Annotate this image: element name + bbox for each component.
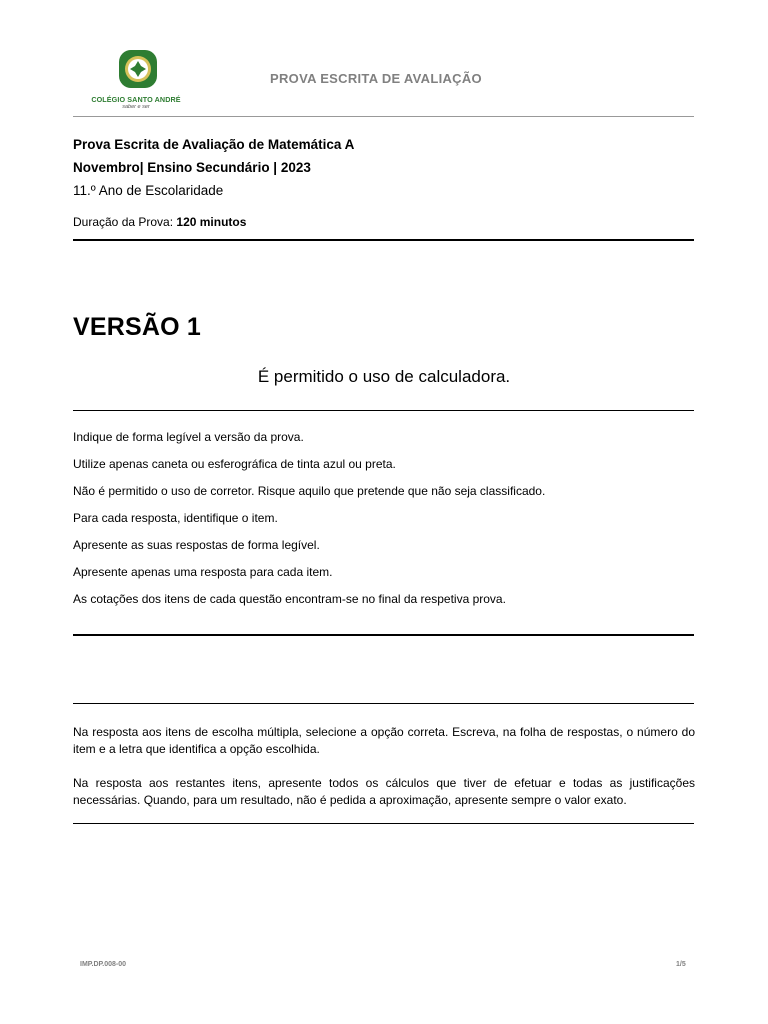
- notes-bottom-divider: [73, 823, 694, 824]
- form-code: IMP.DP.008-00: [80, 961, 127, 968]
- instructions-bottom-divider: [73, 634, 694, 636]
- answer-note: Na resposta aos restantes itens, apresente todos os cálculos que tiver de efetuar e todas as justificações necessárias. Quando, para um resultado, não é pedida a aproximação, apresente sempre o valor exato.: [73, 776, 695, 807]
- instruction-item: Não é permitido o uso de corretor. Risque aquilo que pretende que não seja classificado.: [73, 484, 546, 498]
- instruction-item: Utilize apenas caneta ou esferográfica de tinta azul ou preta.: [73, 457, 396, 471]
- version-heading: VERSÃO 1: [73, 313, 202, 341]
- exam-duration: [73, 215, 246, 229]
- logo-motto: saber e ser: [122, 104, 150, 110]
- instruction-item: Indique de forma legível a versão da prova.: [73, 430, 304, 444]
- school-logo: [80, 48, 192, 112]
- instruction-item: As cotações dos itens de cada questão encontram-se no final da respetiva prova.: [73, 592, 506, 606]
- header-title: PROVA ESCRITA DE AVALIAÇÃO: [270, 71, 482, 86]
- exam-title: Prova Escrita de Avaliação de Matemática A: [73, 137, 355, 152]
- exam-session: Novembro| Ensino Secundário | 2023: [73, 160, 311, 175]
- school-year: 11.º Ano de Escolaridade: [73, 183, 224, 198]
- notes-top-divider: [73, 703, 694, 704]
- info-divider: [73, 239, 694, 241]
- instruction-item: Apresente as suas respostas de forma legível.: [73, 538, 320, 552]
- duration-value: 120 minutos: [176, 215, 247, 229]
- school-emblem-icon: [118, 49, 158, 89]
- page-number: 1/5: [676, 961, 686, 968]
- answer-note: Na resposta aos itens de escolha múltipla, selecione a opção correta. Escreva, na folha de respostas, o número do item e a letra que identifica a opção escolhida.: [73, 725, 695, 756]
- instructions-top-divider: [73, 410, 694, 411]
- logo-name: COLÉGIO SANTO ANDRÉ: [91, 95, 181, 104]
- instruction-item: Apresente apenas uma resposta para cada item.: [73, 565, 333, 579]
- calculator-note: É permitido o uso de calculadora.: [257, 367, 511, 386]
- duration-label: Duração da Prova:: [73, 215, 177, 229]
- instruction-item: Para cada resposta, identifique o item.: [73, 511, 278, 525]
- header-divider: [73, 116, 694, 117]
